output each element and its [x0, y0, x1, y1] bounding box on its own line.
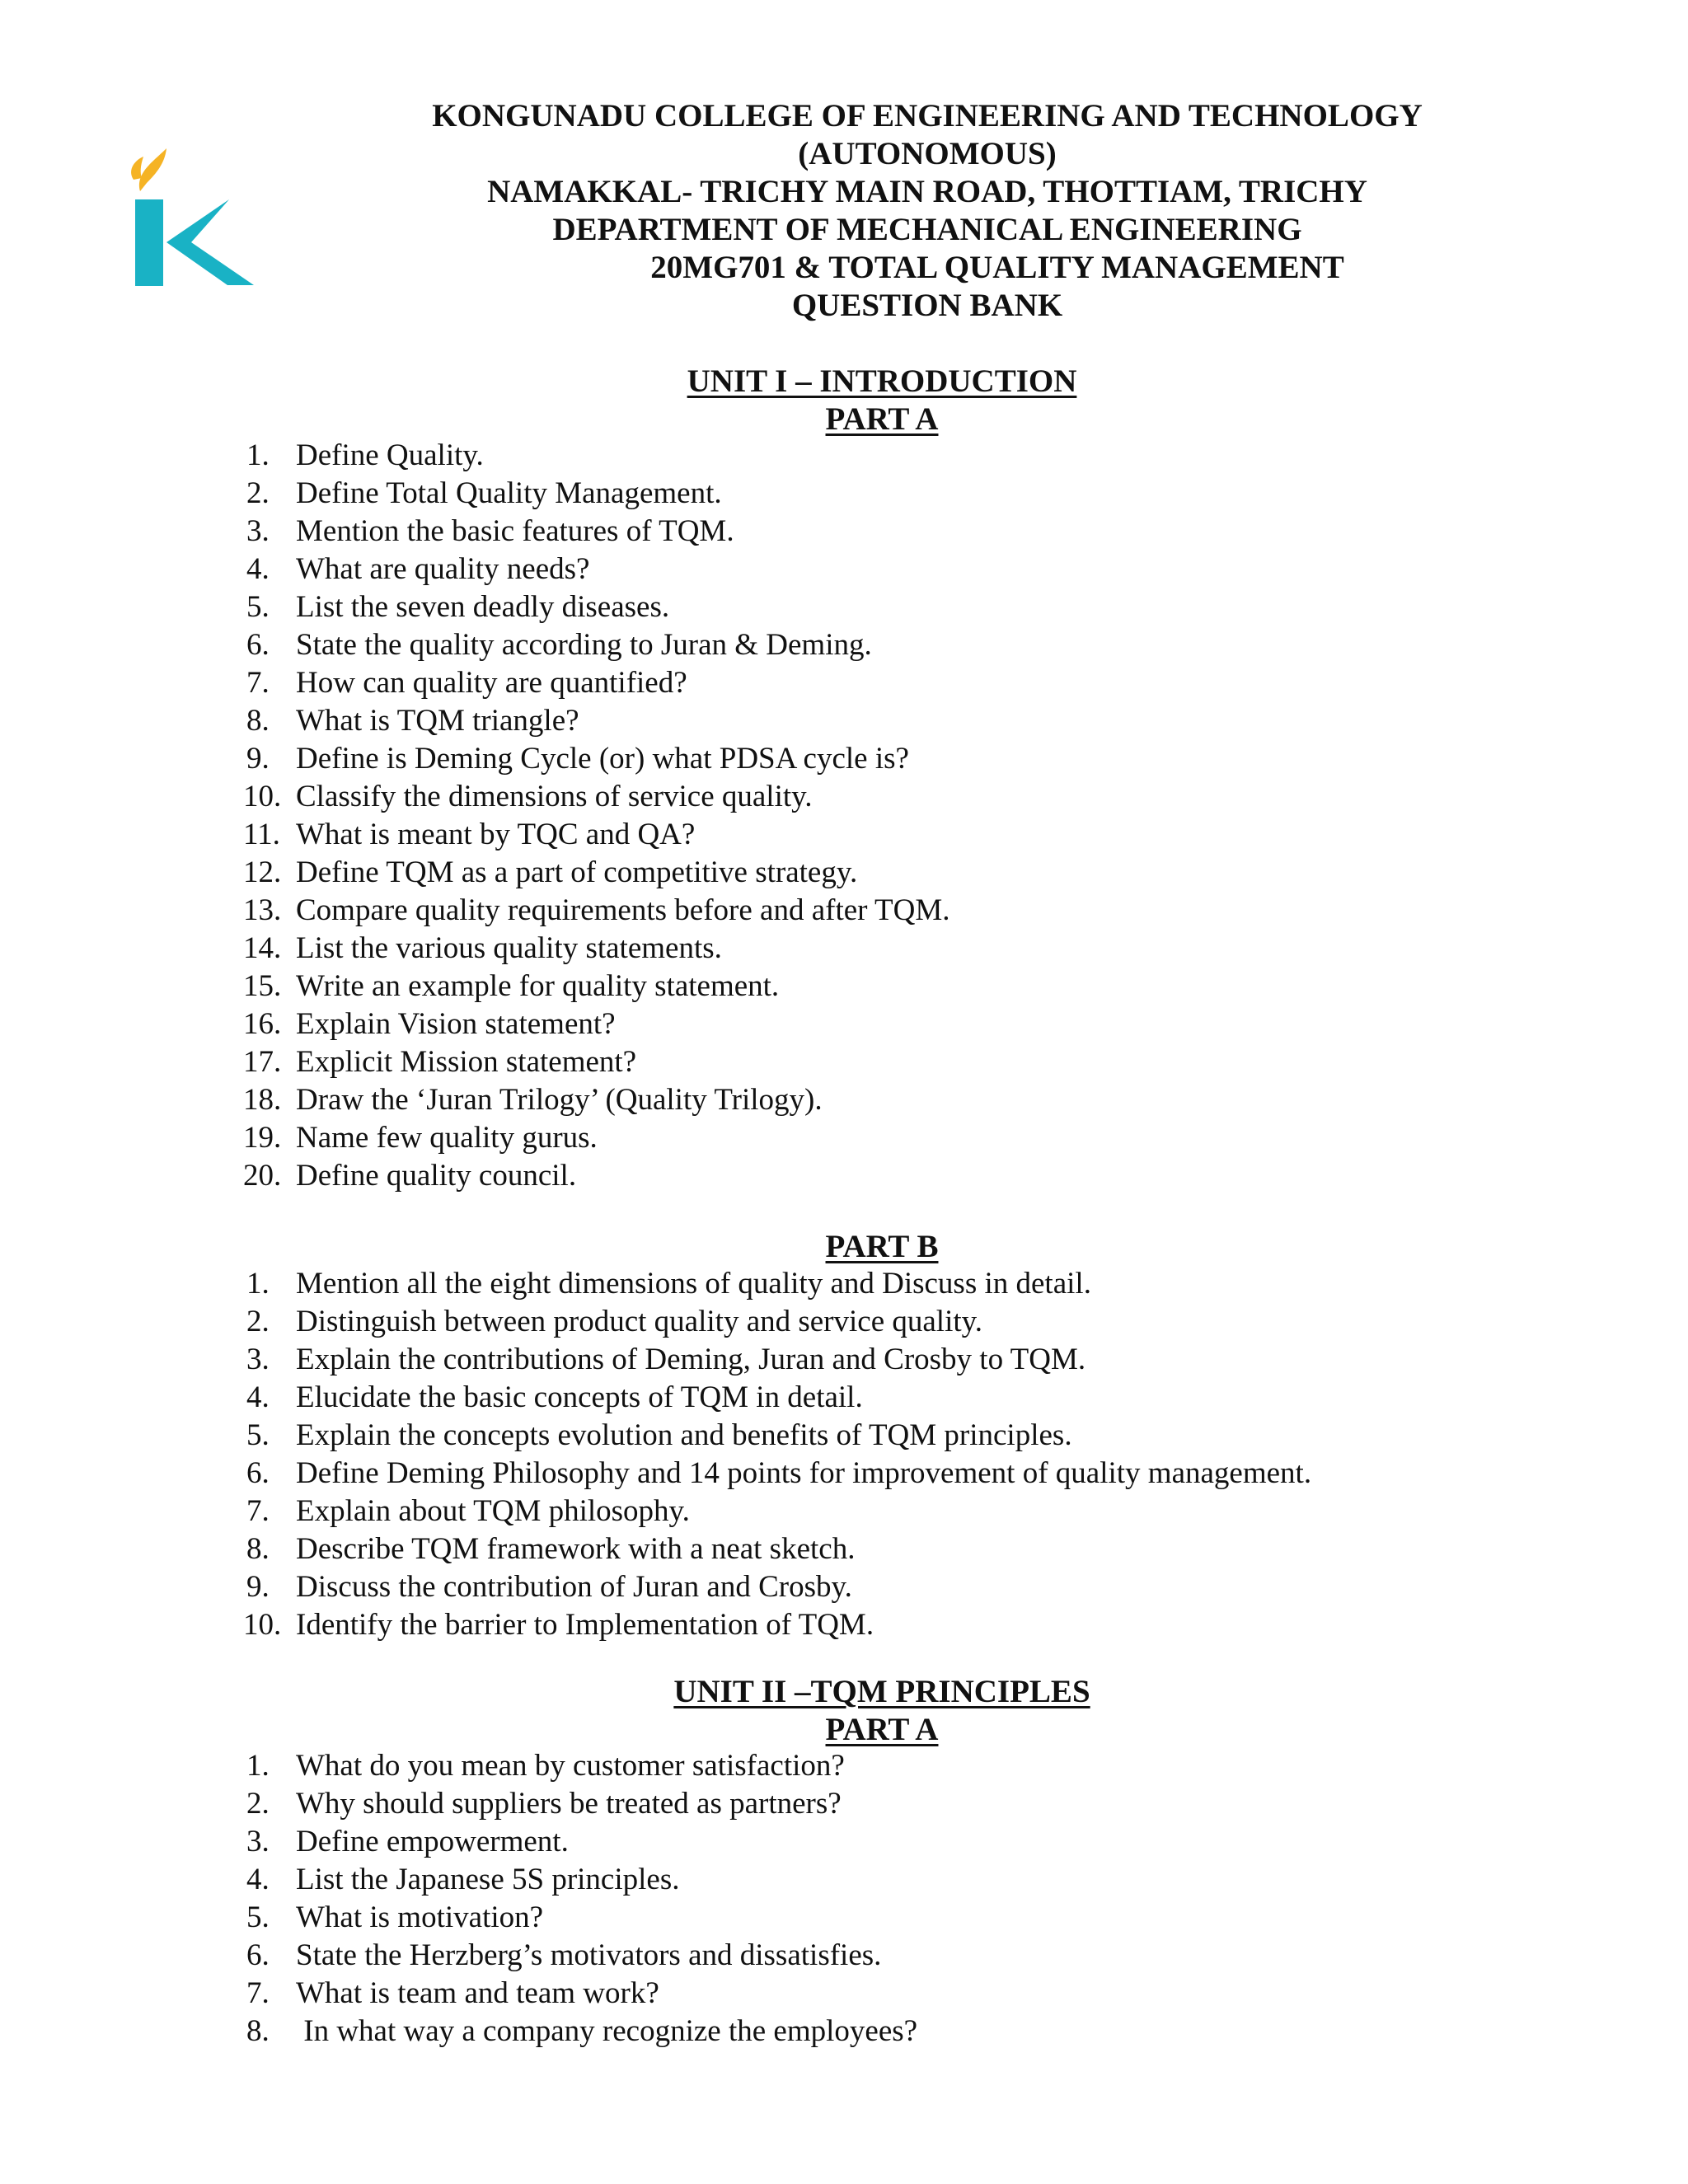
- question-text: What is team and team work?: [296, 1976, 659, 2010]
- question-number: 9.: [246, 742, 270, 776]
- question-text: Mention all the eight dimensions of quality and Discuss in detail.: [296, 1267, 1091, 1301]
- question-number: 19.: [243, 1121, 282, 1155]
- question-text: Draw the ‘Juran Trilogy’ (Quality Trilogy).: [296, 1083, 823, 1117]
- question-text: How can quality are quantified?: [296, 666, 687, 700]
- question-item: [243, 854, 950, 892]
- question-text: Why should suppliers be treated as partners?: [296, 1787, 842, 1821]
- question-number: 10.: [243, 780, 282, 813]
- question-item: [243, 626, 950, 664]
- question-number: 7.: [246, 1494, 270, 1528]
- question-text: Explain about TQM philosophy.: [296, 1494, 690, 1528]
- course-title: 20MG701 & TOTAL QUALITY MANAGEMENT: [650, 250, 1344, 285]
- question-number: 20.: [243, 1159, 282, 1193]
- question-text: What are quality needs?: [296, 552, 590, 586]
- question-number: 12.: [243, 855, 282, 889]
- unit2-part-a-label: PART A: [825, 1712, 939, 1747]
- question-text: Elucidate the basic concepts of TQM in detail.: [296, 1380, 863, 1414]
- question-item: [243, 1823, 917, 1861]
- question-number: 8.: [246, 1532, 270, 1566]
- question-number: 2.: [246, 476, 270, 510]
- question-text: Write an example for quality statement.: [296, 969, 780, 1003]
- question-item: [243, 1899, 917, 1937]
- question-text: What is motivation?: [296, 1900, 544, 1934]
- question-number: 7.: [246, 666, 270, 700]
- question-number: 9.: [246, 1570, 270, 1604]
- question-item: [243, 1568, 1311, 1606]
- question-item: [243, 1157, 950, 1195]
- question-number: 1.: [246, 438, 270, 472]
- question-text: Distinguish between product quality and service quality.: [296, 1305, 982, 1338]
- question-item: [243, 930, 950, 968]
- question-number: 1.: [246, 1267, 270, 1301]
- question-item: [243, 1081, 950, 1119]
- question-number: 18.: [243, 1083, 282, 1117]
- question-number: 5.: [246, 590, 270, 624]
- unit1-part-a-label: PART A: [825, 401, 939, 437]
- unit1-part-b-label: PART B: [825, 1229, 939, 1264]
- department-name: DEPARTMENT OF MECHANICAL ENGINEERING: [552, 212, 1302, 247]
- k-stem: [135, 199, 163, 286]
- question-item: [243, 1530, 1311, 1568]
- question-text: Define Deming Philosophy and 14 points for improvement of quality management.: [296, 1456, 1312, 1490]
- question-text: Define quality council.: [296, 1159, 577, 1193]
- college-name: KONGUNADU COLLEGE OF ENGINEERING AND TECHNOLOGY: [432, 98, 1423, 134]
- question-item: [243, 1417, 1311, 1455]
- k-arm: [166, 199, 254, 285]
- question-number: 2.: [246, 1305, 270, 1338]
- college-address: NAMAKKAL- TRICHY MAIN ROAD, THOTTIAM, TRICHY: [487, 174, 1367, 209]
- question-item: [243, 1341, 1311, 1379]
- question-number: 3.: [246, 514, 270, 548]
- question-number: 15.: [243, 969, 282, 1003]
- question-text: List the various quality statements.: [296, 931, 722, 965]
- question-number: 8.: [246, 704, 270, 738]
- question-number: 2.: [246, 1787, 270, 1821]
- question-number: 1.: [246, 1749, 270, 1783]
- question-text: What do you mean by customer satisfaction?: [296, 1749, 845, 1783]
- question-item: [243, 968, 950, 1005]
- question-number: 14.: [243, 931, 282, 965]
- question-number: 7.: [246, 1976, 270, 2010]
- question-text: Name few quality gurus.: [296, 1121, 598, 1155]
- college-logo-icon: [124, 140, 260, 293]
- question-number: 6.: [246, 1938, 270, 1972]
- question-number: 3.: [246, 1343, 270, 1376]
- question-text: List the seven deadly diseases.: [296, 590, 670, 624]
- question-text: Define Total Quality Management.: [296, 476, 722, 510]
- question-text: Compare quality requirements before and after TQM.: [296, 893, 950, 927]
- question-text: State the Herzberg’s motivators and dissatisfies.: [296, 1938, 882, 1972]
- question-item: [243, 664, 950, 702]
- question-item: [243, 1455, 1311, 1493]
- question-item: [243, 1379, 1311, 1417]
- question-text: Explain the contributions of Deming, Juran and Crosby to TQM.: [296, 1343, 1086, 1376]
- question-text: Define TQM as a part of competitive strategy.: [296, 855, 858, 889]
- question-number: 6.: [246, 628, 270, 662]
- question-item: [243, 1747, 917, 1785]
- unit1-part-b-questions: [243, 1265, 1311, 1644]
- question-text: Describe TQM framework with a neat sketch.: [296, 1532, 856, 1566]
- unit1-title: UNIT I – INTRODUCTION: [687, 363, 1077, 399]
- question-item: [243, 1785, 917, 1823]
- document-type: QUESTION BANK: [791, 288, 1063, 323]
- question-number: 16.: [243, 1007, 282, 1041]
- question-number: 4.: [246, 1380, 270, 1414]
- question-number: 4.: [246, 1863, 270, 1896]
- question-item: [243, 816, 950, 854]
- question-number: 5.: [246, 1900, 270, 1934]
- question-text: Define is Deming Cycle (or) what PDSA cycle is?: [296, 742, 909, 776]
- question-item: [243, 702, 950, 740]
- question-number: 3.: [246, 1825, 270, 1858]
- question-number: 5.: [246, 1418, 270, 1452]
- document-header: [363, 97, 1492, 325]
- question-text: Explain the concepts evolution and benefits of TQM principles.: [296, 1418, 1072, 1452]
- question-text: List the Japanese 5S principles.: [296, 1863, 680, 1896]
- question-item: [243, 1937, 917, 1975]
- question-text: Define Quality.: [296, 438, 484, 472]
- question-item: [243, 2013, 917, 2050]
- question-number: 10.: [243, 1608, 282, 1642]
- question-text: Identify the barrier to Implementation of TQM.: [296, 1608, 874, 1642]
- question-text: State the quality according to Juran & Deming.: [296, 628, 872, 662]
- question-item: [243, 1493, 1311, 1530]
- question-number: 13.: [243, 893, 282, 927]
- question-text: Classify the dimensions of service quality.: [296, 780, 813, 813]
- question-item: [243, 437, 950, 475]
- question-number: 8.: [246, 2014, 270, 2048]
- question-number: 17.: [243, 1045, 282, 1079]
- question-number: 4.: [246, 552, 270, 586]
- question-number: 6.: [246, 1456, 270, 1490]
- question-text: What is meant by TQC and QA?: [296, 818, 696, 851]
- question-text: Explain Vision statement?: [296, 1007, 616, 1041]
- unit2-part-a-questions: [243, 1747, 917, 2050]
- question-item: [243, 892, 950, 930]
- flame-upper: [139, 148, 166, 191]
- question-text: Define empowerment.: [296, 1825, 569, 1858]
- question-item: [243, 1119, 950, 1157]
- question-item: [243, 1265, 1311, 1303]
- question-text: Mention the basic features of TQM.: [296, 514, 734, 548]
- question-item: [243, 1043, 950, 1081]
- question-item: [243, 1975, 917, 2013]
- unit1-part-a-questions: [243, 437, 950, 1195]
- question-item: [243, 551, 950, 588]
- question-item: [243, 1861, 917, 1899]
- question-text: Discuss the contribution of Juran and Crosby.: [296, 1570, 852, 1604]
- autonomous-label: (AUTONOMOUS): [798, 136, 1057, 171]
- question-text: What is TQM triangle?: [296, 704, 579, 738]
- question-item: [243, 778, 950, 816]
- question-item: [243, 588, 950, 626]
- question-number: 11.: [243, 818, 280, 851]
- question-item: [243, 1005, 950, 1043]
- question-text: Explicit Mission statement?: [296, 1045, 637, 1079]
- question-item: [243, 513, 950, 551]
- question-item: [243, 1303, 1311, 1341]
- question-item: [243, 740, 950, 778]
- question-text: In what way a company recognize the employees?: [296, 2014, 918, 2048]
- unit2-title: UNIT II –TQM PRINCIPLES: [673, 1674, 1090, 1709]
- question-item: [243, 1606, 1311, 1644]
- question-item: [243, 475, 950, 513]
